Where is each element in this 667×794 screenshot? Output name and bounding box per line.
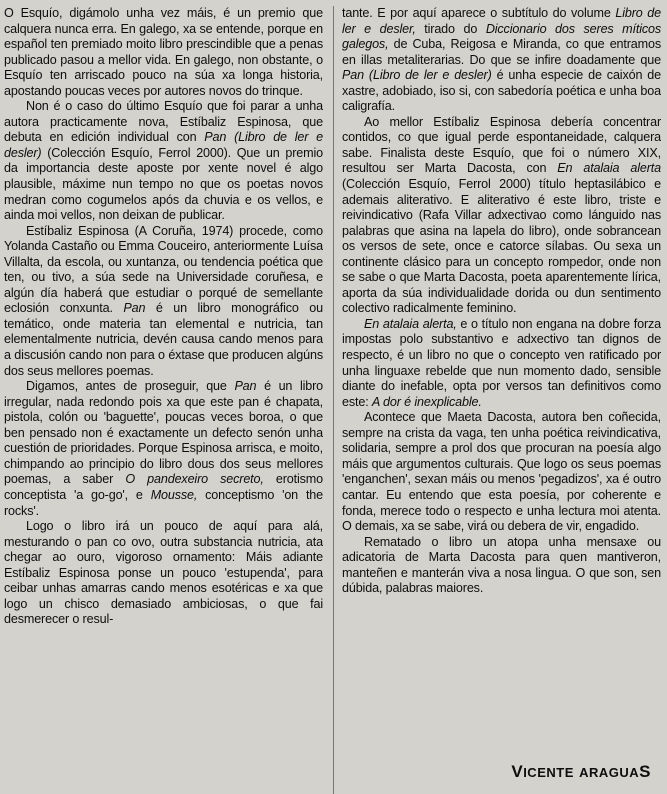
italic-text: O pandexeiro secreto,: [125, 472, 264, 487]
article-paragraph: [342, 535, 661, 597]
italic-text: Pan (Libro de ler e desler): [4, 130, 323, 160]
paragraph-text: é un libro monográfico ou temático, onde materia tan elemental e nutricia, tan elementalmente nutricia, devén causa cando menos para a discusión cando non para o éxtase que producen algúns dos seus mellores poemas.: [4, 301, 323, 378]
article-paragraph: [4, 519, 323, 628]
signature-surname: RAGUA: [588, 765, 640, 780]
paragraph-text: Digamos, antes de proseguir, que: [26, 379, 235, 394]
paragraph-text: (Colección Esquío, Ferrol 2000) título heptasilábico e ademais aliterativo. E aliterativo é este libro, triste e reivindicativo (Rafa Villar adxectivao como lánguido nas palabras que asina na lapela do libro), onde sobrancean os versos de sete, once e catorce sílabas. Ou sexa un continente clásico para un concepto rompedor, onde non se sabe o que Marta Dacosta, poeta aparentemente lírica, aporta da súa individualidade dorida ou dun sentimento colectivo radicalmente feminino.: [342, 177, 661, 316]
signature-final: S: [639, 762, 651, 781]
italic-text: Pan: [123, 301, 146, 316]
paragraph-text: Acontece que Maeta Dacosta, autora ben coñecida, sempre na crista da vaga, ten unha poética reivindicativa, solidaria, sempre a prol dos que procuran na poesía algo máis que argumentos culturais. Que logo os seus poemas 'enganchen', sexan máis ou menos 'pegadizos', xa é outro cantar. Eu entendo que esta poesía, por coherente e fonda, merece todo o respecto e unha lectura moi atenta. O demais, xa se sabe, virá ou debera de vir, engadido.: [342, 410, 661, 534]
paragraph-text: O Esquío, digámolo unha vez máis, é un premio que calquera nunca erra. En galego, xa se entende, porque en español ten premiado moito libro prescindible que a penas publicado pasou a mellor vida. En galego, non obstante, o Esquío ten arriscado pouco na súa xa longa historia, apostando poucas veces por autores novos do trinque.: [4, 6, 323, 98]
italic-text: En atalaia alerta: [557, 161, 661, 176]
italic-text: Pan (Libro de ler e desler): [342, 68, 492, 83]
paragraph-text: Rematado o libro un atopa unha mensaxe ou adicatoria de Marta Dacosta para quen mantiveron, manteñen e manterán viva a nosa lingua. O que son, sen dúbida, palabras maiores.: [342, 534, 661, 596]
paragraph-text: (Colección Esquío, Ferrol 2000). Que un premio da importancia deste aposte por xente novel é algo plausible, máxime nun tempo no que os poetas novos medran como cogumelos após da chuvia e os vellos, e ainda moi vellos, non deixan de publicar.: [4, 145, 323, 223]
paragraph-text: tante. E por aquí aparece o subtítulo do volume: [342, 6, 616, 20]
article-columns: [4, 6, 661, 794]
paragraph-text: Estíbaliz Espinosa (A Coruña, 1974) procede, como Yolanda Castaño ou Emma Couceiro, anteriormente Luísa Villalta, da escola, ou xuntanza, ou tendencia poética que ten, ou tivo, a súa sede na Universidade coruñesa, e algún día haberá que estudiar o porqué de semellante eclosión conxunta.: [4, 223, 323, 316]
paragraph-text: é unha especie de caixón de xastre, adobiado, iso si, con sabedoría poética e unha boa caligrafía.: [342, 68, 661, 114]
italic-text: Pan: [234, 379, 257, 394]
italic-text: A dor é inexplicable.: [371, 394, 482, 409]
paragraph-text: Logo o libro irá un pouco de aquí para alá, mesturando o pan co ovo, outra substancia nutricia, ata chegar ao ouro, vigoroso ornamento: Máis adiante Estíbaliz Espinosa ponse un pouco 'estupenda', para ceibar unhas amarras cando menos esotéricas e xa que logo un chisco demasiado ambiciosas, o que fai desmerecer o resul-: [4, 519, 323, 627]
paragraph-text: erotismo conceptista 'a go-go', e: [4, 472, 323, 502]
italic-text: Libro de ler e desler,: [342, 6, 661, 36]
paragraph-text: Ao mellor Estíbaliz Espinosa debería concentrar contidos, co que igual perde espontaneidade, calquera sabe. Finalista deste Esquío, que foi o número XIX, resultou ser Marta Dacosta, con: [342, 114, 661, 176]
column-right: [333, 6, 661, 794]
signature-surname-start: A: [579, 765, 589, 780]
article-paragraph: [342, 410, 661, 534]
italic-text: Diccionario dos seres míticos galegos,: [342, 21, 661, 52]
paragraph-text: tirado do: [415, 21, 486, 36]
paragraph-text: e o título non engana na dobre forza impostas polo substantivo e adxectivo tan dignos de respecto, é un libro no que o concepto ven ratificado por unha linguaxe rebelde que nun momento dado, sensible diante do inefable, opta por versos tan definitivos como este:: [342, 316, 661, 409]
article-paragraph: [4, 6, 323, 99]
article-paragraph: [342, 317, 661, 410]
column-left: [4, 6, 323, 794]
signature-given-name: ICENTE: [523, 765, 574, 780]
paragraph-text: conceptismo 'on the rocks'.: [4, 487, 323, 518]
paragraph-text: é un libro irregular, nada redondo pois xa que este pan é chapata, pistola, colón ou 'baguette', poucas veces boroa, o que ben pensado non é exactamente un defecto senón unha cuestión de prioridades. Porque Espinosa arrisca, e moito, chimpando ao principio do libro dous dos seus mellores poemas, a saber: [4, 379, 323, 487]
author-signature: [511, 762, 651, 782]
paragraph-text: Non é o caso do último Esquío que foi parar a unha autora practicamente nova, Estíbaliz Espinosa, que debuta en edición individual con: [4, 99, 323, 145]
article-paragraph: [4, 379, 323, 519]
article-paragraph: [342, 6, 661, 115]
article-paragraph: [4, 224, 323, 379]
paragraph-text: de Cuba, Reigosa e Miranda, co que entramos en illas metaliterarias. Do que se infire doadamente que: [342, 37, 661, 67]
article-paragraph: [4, 99, 323, 223]
signature-initial: V: [511, 762, 524, 781]
article-paragraph: [342, 115, 661, 317]
italic-text: En atalaia alerta,: [364, 316, 457, 331]
italic-text: Mousse,: [150, 487, 198, 502]
